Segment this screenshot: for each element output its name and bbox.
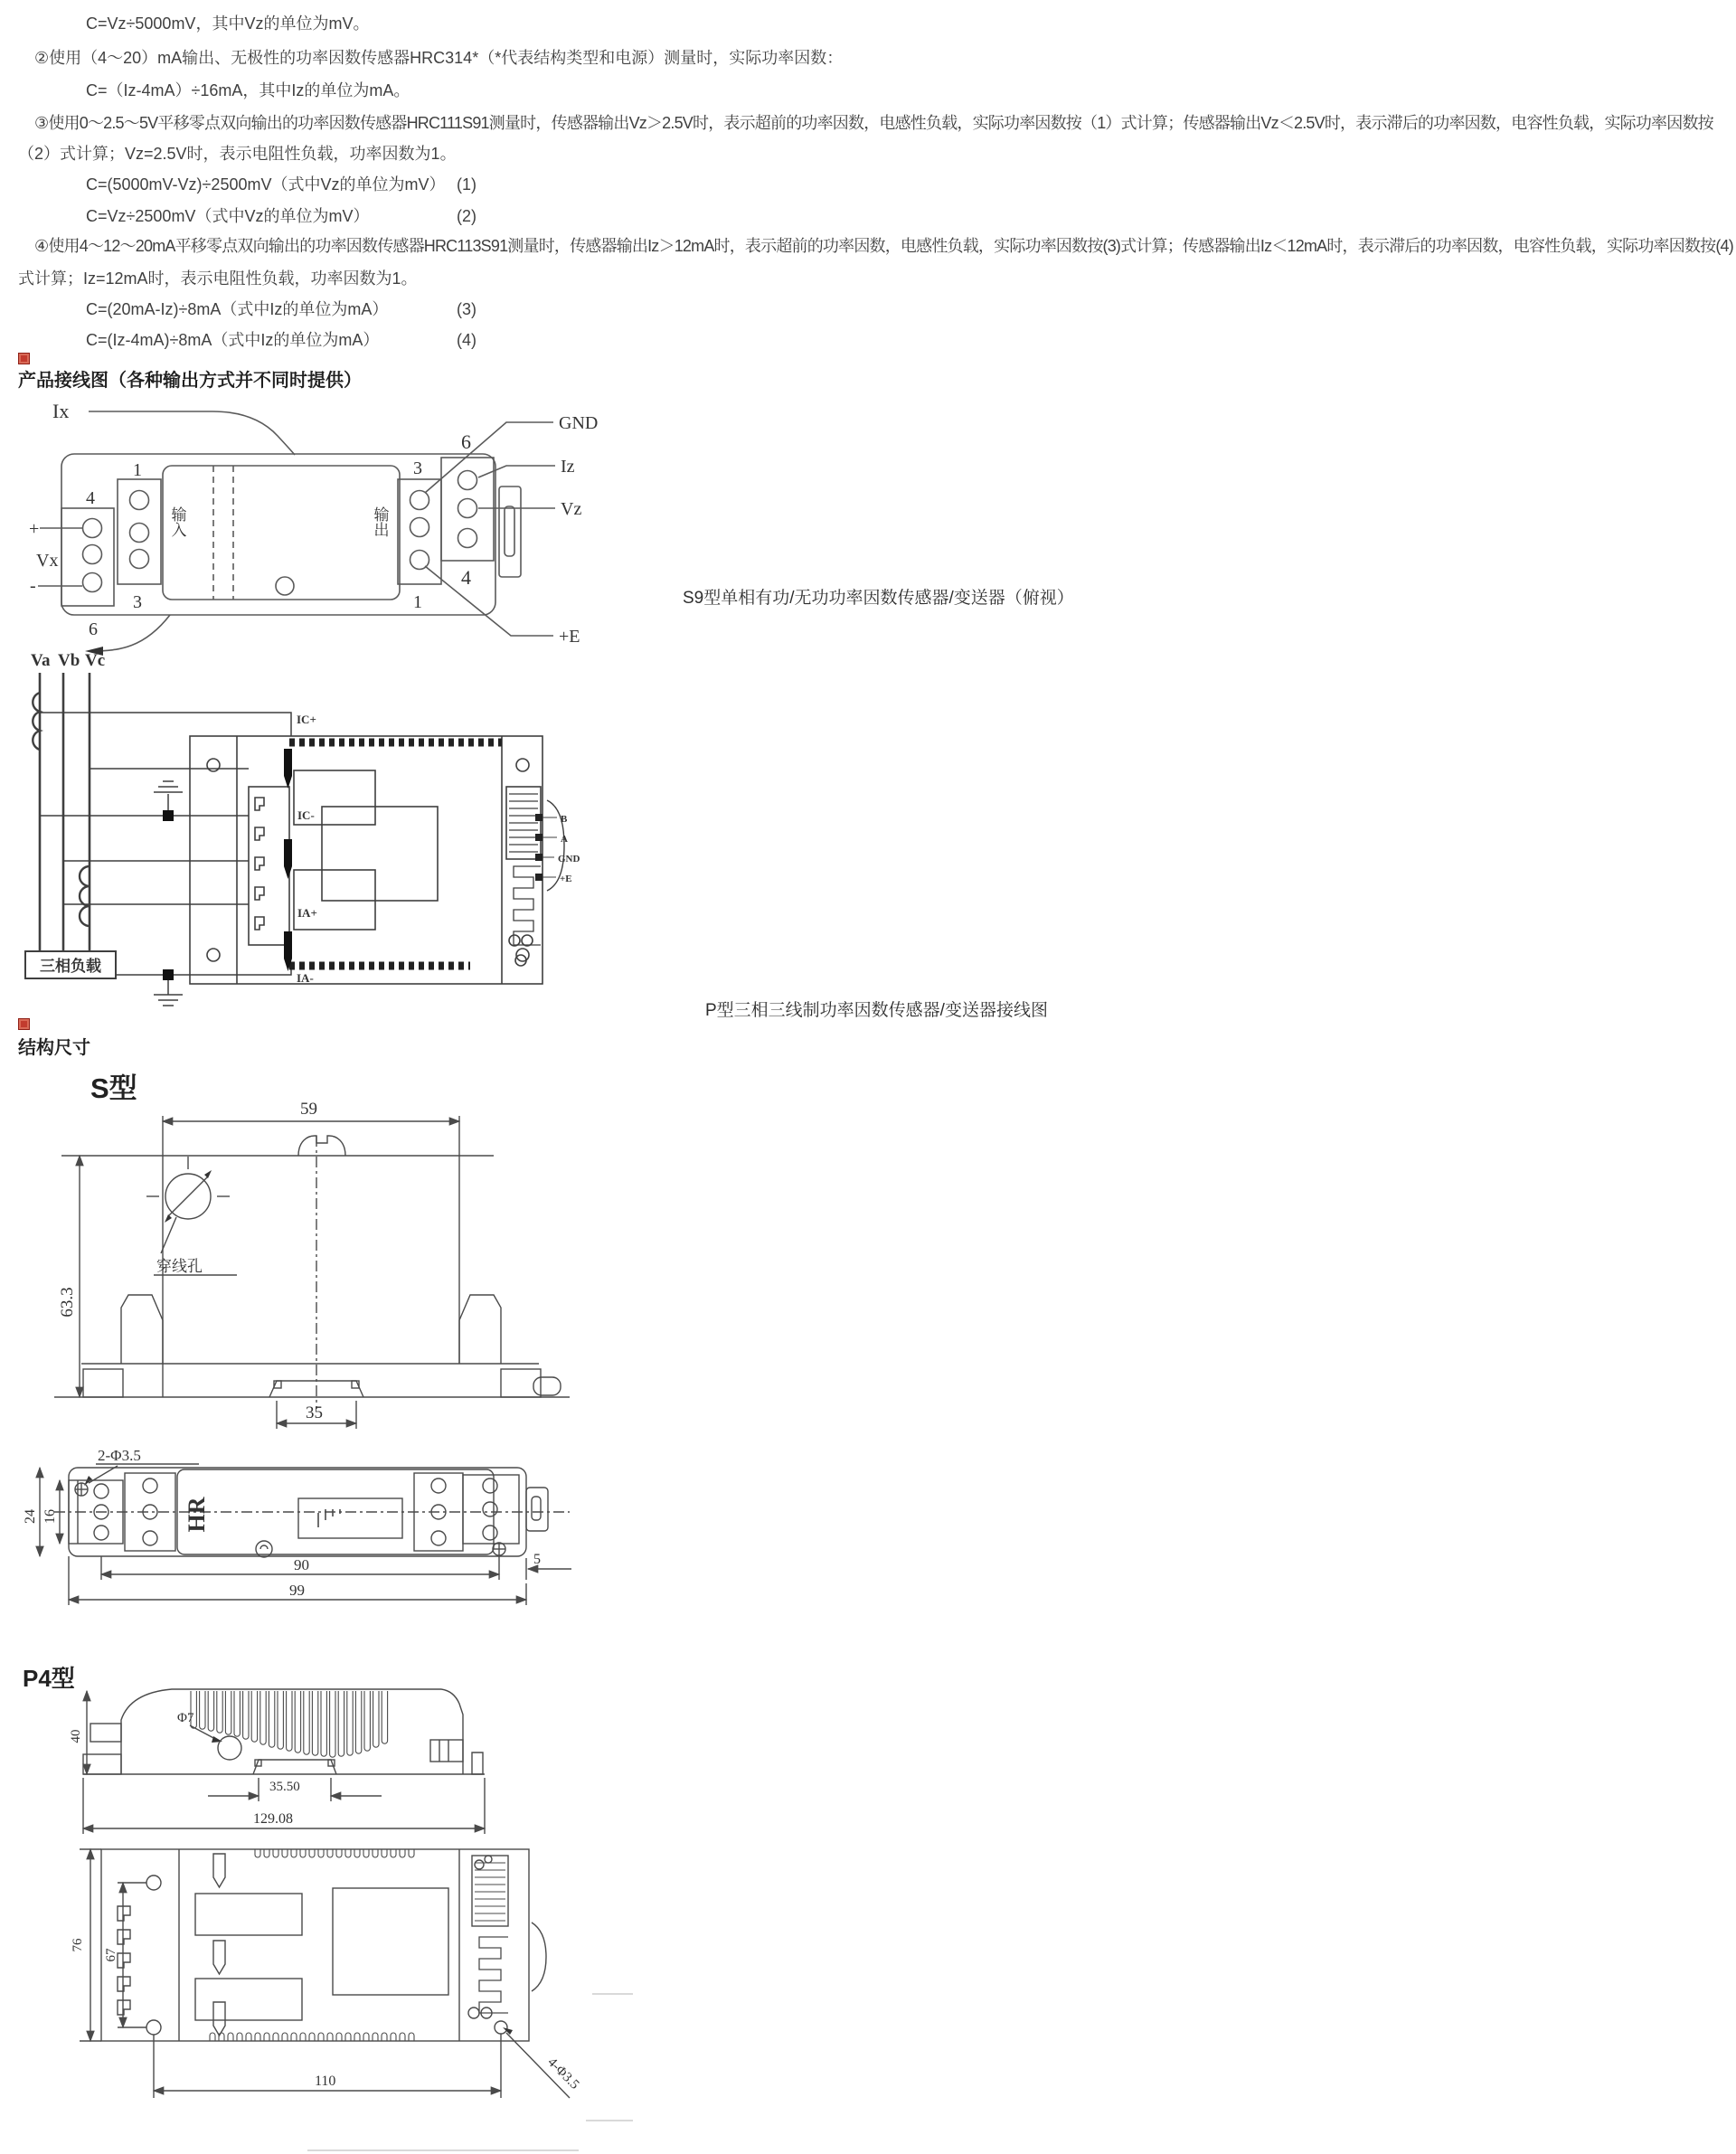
plus-label: + [29,519,40,539]
p-type-wiring-diagram [18,633,606,1031]
equation-number: (1) [457,175,476,194]
icp-label: IC+ [297,713,316,726]
paragraph-line: （2）式计算；Vz=2.5V时，表示电阻性负载，功率因数为1。 [18,145,457,163]
case-outline [101,1849,529,2041]
three-phase-load-label: 三相负载 [40,958,101,975]
equation-number: (4) [457,331,476,349]
input-label: 输入 [168,506,186,537]
va-label: Va [31,651,51,670]
formula-line [86,329,476,351]
scan-artifact [592,1993,633,1995]
scan-artifact [586,2120,633,2121]
heatsink-fins [191,1691,388,1757]
dim-12908: 129.08 [253,1811,293,1827]
dim-phi7: Φ7 [177,1711,194,1725]
pe-label: +E [560,874,572,884]
formula-line [86,205,476,227]
scan-artifact [307,2149,579,2151]
p4-top-view-drawing [27,1836,642,2154]
icm-label: IC- [297,808,315,822]
section-title-wiring: 产品接线图（各种输出方式并不同时提供） [18,371,362,391]
b-label: B [561,814,568,825]
gnd-label: GND [558,854,580,864]
paragraph-line: ④使用4～12～20mA平移零点双向输出的功率因数传感器HRC113S91测量时，传感器输出Iz＞12mA时，表示超前的功率因数，电感性负载，实际功率因数按(3)式计算；传感器输出Iz＜12mA时，表示滞后的功率因数，电容性负载，实际功率因数按(4) [34,237,1733,255]
iap-label: IA+ [297,906,317,920]
dim-59: 59 [300,1100,317,1119]
minus-label: - [30,576,36,596]
equation-number: (3) [457,300,476,318]
s9-caption: S9型单相有功/无功功率因数传感器/变送器（俯视） [683,589,1074,608]
formula-text: C=(Iz-4mA)÷8mA（式中Iz的单位为mA） [86,331,380,349]
formula-text: C=(5000mV-Vz)÷2500mV（式中Vz的单位为mV） [86,175,446,194]
formula-text: C=Vz÷2500mV（式中Vz的单位为mV） [86,207,370,225]
hr-logo: HR [184,1497,210,1533]
wire-hole-label: 穿线孔 [156,1258,203,1275]
output-label: 输出 [371,506,389,537]
gnd-label: GND [559,413,599,433]
dim-5: 5 [533,1552,541,1567]
formula-text: C=(20mA-Iz)÷8mA（式中Iz的单位为mA） [86,300,389,318]
dim-40: 40 [69,1729,83,1743]
dim-24: 24 [23,1509,38,1524]
formula-line [86,174,476,195]
terminal-number: 4 [86,488,95,508]
module-outline [61,454,495,615]
dim-67: 67 [104,1948,118,1962]
p-type-caption: P型三相三线制功率因数传感器/变送器接线图 [705,1001,1048,1020]
dim-99: 99 [289,1582,305,1599]
dim-76: 76 [71,1938,85,1952]
dim-90: 90 [294,1556,309,1573]
s-model-label: S型 [90,1072,137,1104]
dim-3550: 35.50 [269,1780,300,1794]
formula-line [86,298,476,320]
dim-63-3: 63.3 [58,1287,77,1318]
terminal-number: 6 [461,430,471,453]
vb-label: Vb [58,651,80,670]
terminal-number: 1 [133,460,142,480]
paragraph-line: 式计算；Iz=12mA时，表示电阻性负载，功率因数为1。 [18,269,418,288]
pe-label: +E [559,627,580,647]
terminal-number: 3 [133,592,142,612]
terminal-number: 1 [413,592,422,612]
pcb-outline [190,736,542,984]
dim-4-phi35: 4-Φ3.5 [544,2055,582,2093]
dim-16: 16 [42,1509,58,1524]
paragraph-line: ③使用0～2.5～5V平移零点双向输出的功率因数传感器HRC111S91测量时，传感器输出Vz＞2.5V时，表示超前的功率因数，电感性负载，实际功率因数按（1）式计算；传感器输出Vz＜2.5V时，表示滞后的功率因数，电容性负载，实际功率因数按 [34,114,1713,132]
dim-2-phi35: 2-Φ3.5 [98,1447,141,1464]
iz-label: Iz [561,457,575,477]
p4-model-label: P4型 [23,1665,75,1692]
s9-wiring-diagram [18,391,597,662]
vz-label: Vz [561,499,582,519]
terminal-number: 3 [413,458,422,478]
hr-bottom-view-drawing [23,1442,660,1659]
formula-line: C=（Iz-4mA）÷16mA，其中Iz的单位为mA。 [86,81,410,99]
vx-label: Vx [36,551,59,571]
dim-110: 110 [315,2074,336,2089]
section-title-dimensions: 结构尺寸 [18,1038,90,1058]
terminal-number: 4 [461,566,471,589]
vc-label: Vc [85,651,106,670]
ix-label: Ix [52,400,70,422]
formula-line: C=Vz÷5000mV，其中Vz的单位为mV。 [86,14,370,33]
ct-coil [80,866,90,926]
equation-number: (2) [457,207,476,225]
a-label: A [561,834,568,845]
section-bullet-icon [18,1018,30,1030]
iam-label: IA- [297,971,314,985]
s-type-dimension-drawing [27,1065,651,1445]
section-bullet-icon [18,353,30,364]
transformer-block [322,807,438,901]
dim-35: 35 [306,1403,323,1422]
paragraph-line: ②使用（4～20）mA输出、无极性的功率因数传感器HRC314*（*代表结构类型和电源）测量时，实际功率因数： [34,49,844,67]
terminal-number: 6 [89,619,98,639]
